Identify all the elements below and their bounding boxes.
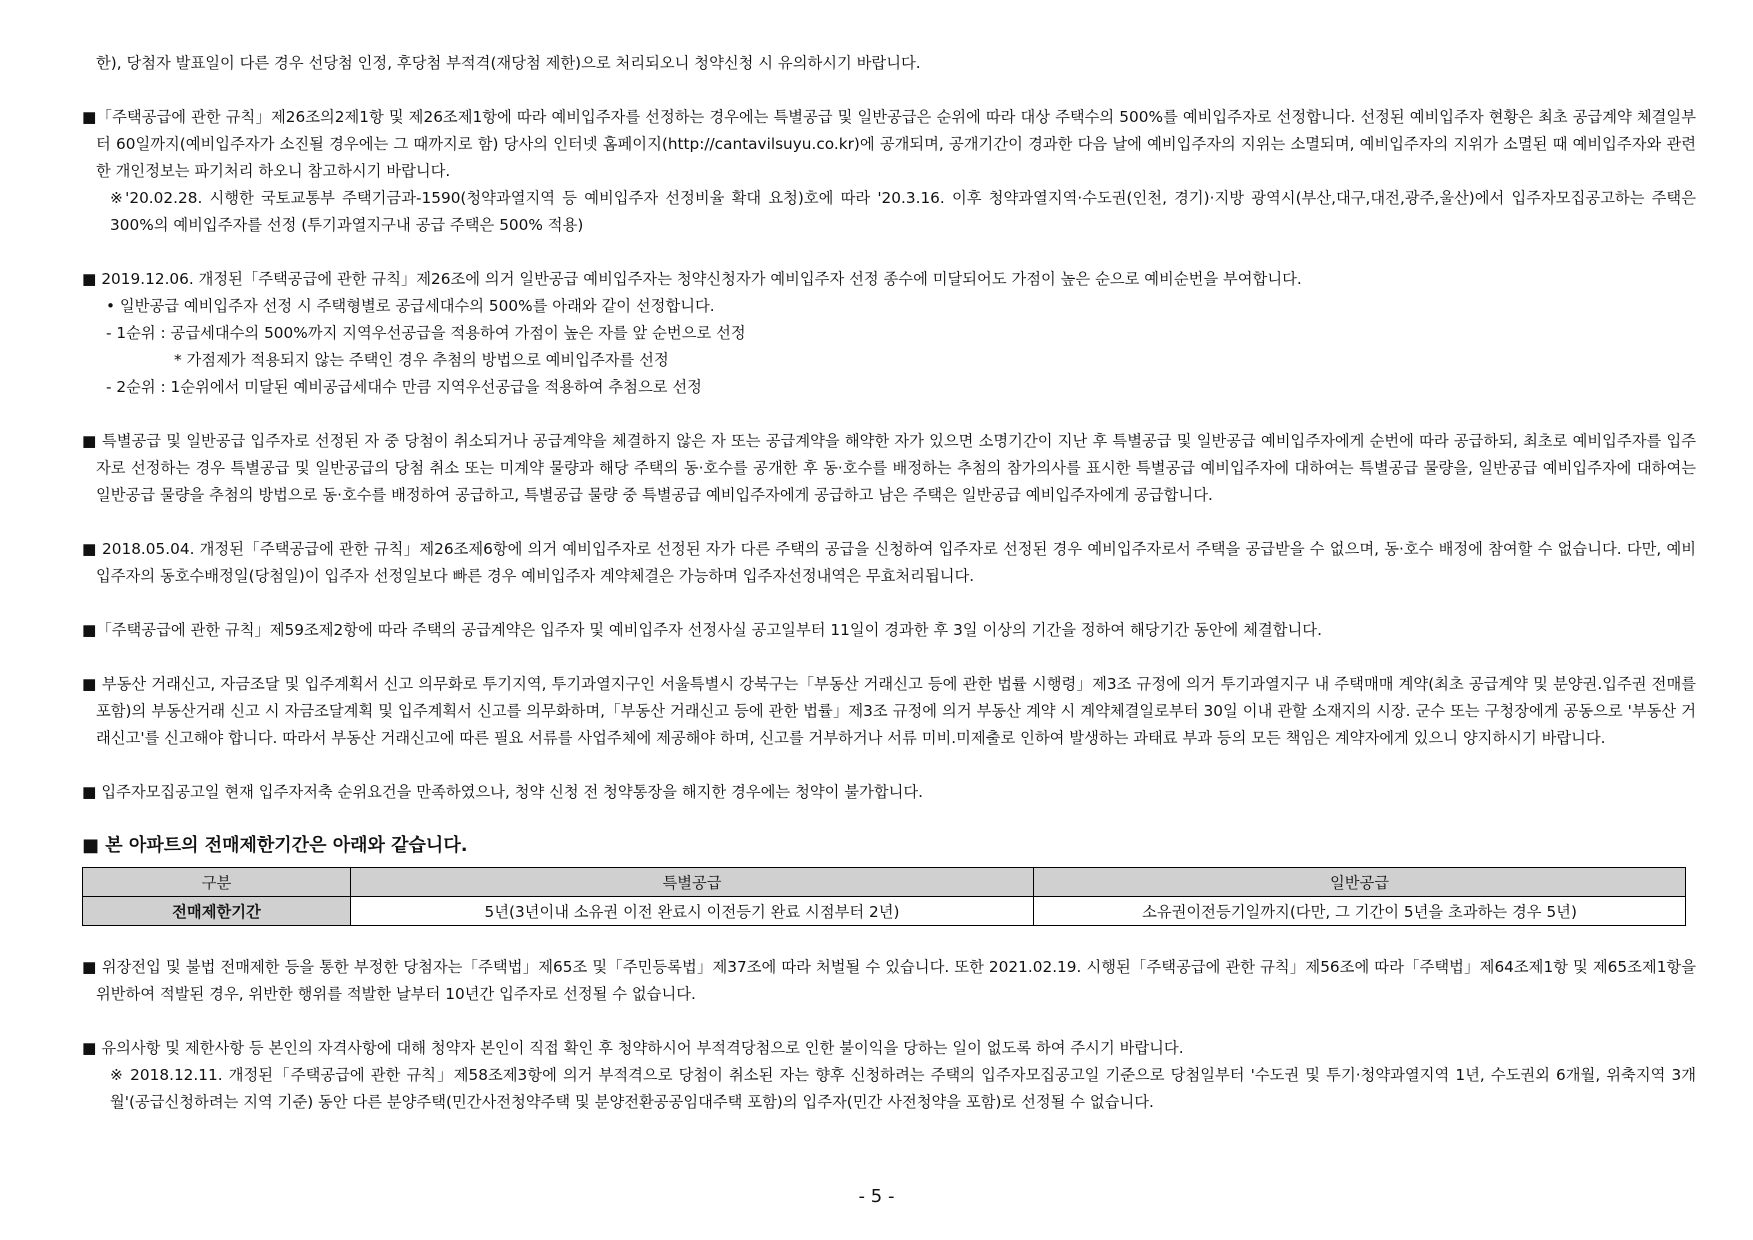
resale-heading: ■ 본 아파트의 전매제한기간은 아래와 같습니다. xyxy=(82,835,468,856)
document-page xyxy=(82,50,1696,1143)
paragraph-main-text: ■ 2019.12.06. 개정된「주택공급에 관한 규칙」제26조에 의거 일반공급 예비입주자는 청약신청자가 예비입주자 선정 종수에 미달되어도 가점이 높은 순으로 예비순번을 부여합니다. xyxy=(82,270,1302,288)
paragraph-reserve-selection xyxy=(82,104,1696,239)
table-header-cell: 특별공급 xyxy=(351,868,1034,897)
paragraph-eligibility-check xyxy=(82,1035,1696,1116)
paragraph-note: ※'20.02.28. 시행한 국토교통부 주택기금과-1590(청약과열지역 등 예비입주자 선정비율 확대 요청)호에 따라 '20.3.16. 이후 청약과열지역·수도권(인천, 경기)·지방 광역시(부산,대구,대전,광주,울산)에서 입주자모집공고하는 주택은 300%의 예비입주자를 선정 (투기과열지구내 공급 주택은 500% 적용) xyxy=(110,189,1696,234)
page-number: - 5 - xyxy=(858,1186,895,1207)
rank-1-note: * 가점제가 적용되지 않는 주택인 경우 추첨의 방법으로 예비입주자를 선정 xyxy=(174,351,669,369)
rank-1-item: - 1순위 : 공급세대수의 500%까지 지역우선공급을 적용하여 가점이 높은 자를 앞 순번으로 선정 xyxy=(106,324,746,342)
table-header-row xyxy=(83,868,1686,897)
resale-restriction-table xyxy=(82,867,1686,926)
rank-2-item: - 2순위 : 1순위에서 미달된 예비공급세대수 만큼 지역우선공급을 적용하여 추첨으로 선정 xyxy=(106,378,702,396)
paragraph-main-text: ■「주택공급에 관한 규칙」제26조의2제1항 및 제26조제1항에 따라 예비입주자를 선정하는 경우에는 특별공급 및 일반공급은 순위에 따라 대상 주택수의 500%를 예비입주자로 선정합니다. 선정된 예비입주자 현황은 최초 공급계약 체결일부터 60일까지(예비입주자가 소진될 경우에는 그 때까지로 함) 당사의 인터넷 홈페이지(http://cantavilsuyu.co.kr)에 공개되며, 공개기간이 경과한 다음 날에 예비입주자의 지위는 소멸되며, 예비입주자의 지위가 소멸된 때 예비입주자와 관련한 개인정보는 파기처리 하오니 참고하시기 바랍니다. xyxy=(82,108,1696,180)
paragraph-real-estate-report: ■ 부동산 거래신고, 자금조달 및 입주계획서 신고 의무화로 투기지역, 투기과열지구인 서울특별시 강북구는「부동산 거래신고 등에 관한 법률 시행령」제3조 규정에 의거 투기과열지구 내 주택매매 계약(최초 공급계약 및 분양권.입주권 전매를 포함)의 부동산거래 신고 시 자금조달계획 및 입주계획서 신고를 의무화하며,「부동산 거래신고 등에 관한 법률」제3조 규정에 의거 부동산 계약 시 계약체결일로부터 30일 이내 관할 소재지의 시장. 군수 또는 구청장에게 공동으로 '부동산 거래신고'를 신고해야 합니다. 따라서 부동산 거래신고에 따른 필요 서류를 사업주체에 제공해야 하며, 신고를 거부하거나 서류 미비.미제출로 인하여 발생하는 과태료 부과 등의 모든 책임은 계약자에게 있으니 양지하시기 바랍니다. xyxy=(82,675,1696,747)
paragraph-reserve-ranking xyxy=(82,266,1696,401)
paragraph-contract-period: ■「주택공급에 관한 규칙」제59조제2항에 따라 주택의 공급계약은 입주자 및 예비입주자 선정사실 공고일부터 11일이 경과한 후 3일 이상의 기간을 정하여 해당기간 동안에 체결합니다. xyxy=(82,621,1322,639)
table-cell-general: 소유권이전등기일까지(다만, 그 기간이 5년을 초과하는 경우 5년) xyxy=(1034,897,1686,926)
bullet-item: • 일반공급 예비입주자 선정 시 주택형별로 공급세대수의 500%를 아래와 같이 선정합니다. xyxy=(106,297,715,315)
paragraph-reserve-supply: ■ 특별공급 및 일반공급 입주자로 선정된 자 중 당첨이 취소되거나 공급계약을 체결하지 않은 자 또는 공급계약을 해약한 자가 있으면 소명기간이 지난 후 특별공급 및 일반공급 예비입주자에게 순번에 따라 공급하되, 최초로 예비입주자를 입주자로 선정하는 경우 특별공급 및 일반공급의 당첨 취소 또는 미계약 물량과 해당 주택의 동·호수를 공개한 후 동·호수를 배정하는 추첨의 참가의사를 표시한 특별공급 예비입주자에 대하여는 특별공급 물량을, 일반공급 예비입주자에 대하여는 일반공급 물량을 추첨의 방법으로 동·호수를 배정하여 공급하고, 특별공급 물량 중 특별공급 예비입주자에게 공급하고 남은 주택은 일반공급 예비입주자에게 공급합니다. xyxy=(82,432,1696,504)
table-header-cell: 구분 xyxy=(83,868,351,897)
paragraph-savings-account: ■ 입주자모집공고일 현재 입주자저축 순위요건을 만족하였으나, 청약 신청 전 청약통장을 해지한 경우에는 청약이 불가합니다. xyxy=(82,783,924,801)
table-row xyxy=(83,897,1686,926)
paragraph-note: ※ 2018.12.11. 개정된「주택공급에 관한 규칙」제58조제3항에 의거 부적격으로 당첨이 취소된 자는 향후 신청하려는 주택의 입주자모집공고일 기준으로 당첨일부터 '수도권 및 투기·청약과열지역 1년, 수도권외 6개월, 위축지역 3개월'(공급신청하려는 지역 기준) 동안 다른 분양주택(민간사전청약주택 및 분양전환공공임대주택 포함)의 입주자(민간 사전청약을 포함)로 선정될 수 없습니다. xyxy=(110,1066,1696,1111)
table-cell-special: 5년(3년이내 소유권 이전 완료시 이전등기 완료 시점부터 2년) xyxy=(351,897,1034,926)
paragraph-main-text: ■ 유의사항 및 제한사항 등 본인의 자격사항에 대해 청약자 본인이 직접 확인 후 청약하시어 부적격당첨으로 인한 불이익을 당하는 일이 없도록 하여 주시기 바랍니다. xyxy=(82,1039,1184,1057)
table-row-label: 전매제한기간 xyxy=(83,897,351,926)
paragraph-illegal-resale: ■ 위장전입 및 불법 전매제한 등을 통한 부정한 당첨자는「주택법」제65조 및「주민등록법」제37조에 따라 처벌될 수 있습니다. 또한 2021.02.19. 시행된「주택공급에 관한 규칙」제56조에 따라「주택법」제64조제1항 및 제65조제1항을 위반하여 적발된 경우, 위반한 행위를 적발한 날부터 10년간 입주자로 선정될 수 없습니다. xyxy=(82,958,1696,1003)
table-header-cell: 일반공급 xyxy=(1034,868,1686,897)
paragraph-reserve-restriction: ■ 2018.05.04. 개정된「주택공급에 관한 규칙」제26조제6항에 의거 예비입주자로 선정된 자가 다른 주택의 공급을 신청하여 입주자로 선정된 경우 예비입주자로서 주택을 공급받을 수 없으며, 동·호수 배정에 참여할 수 없습니다. 다만, 예비입주자의 동호수배정일(당첨일)이 입주자 선정일보다 빠른 경우 예비입주자 계약체결은 가능하며 입주자선정내역은 무효처리됩니다. xyxy=(82,540,1696,585)
paragraph-continued: 한), 당첨자 발표일이 다른 경우 선당첨 인정, 후당첨 부적격(재당첨 제한)으로 처리되오니 청약신청 시 유의하시기 바랍니다. xyxy=(96,54,921,72)
